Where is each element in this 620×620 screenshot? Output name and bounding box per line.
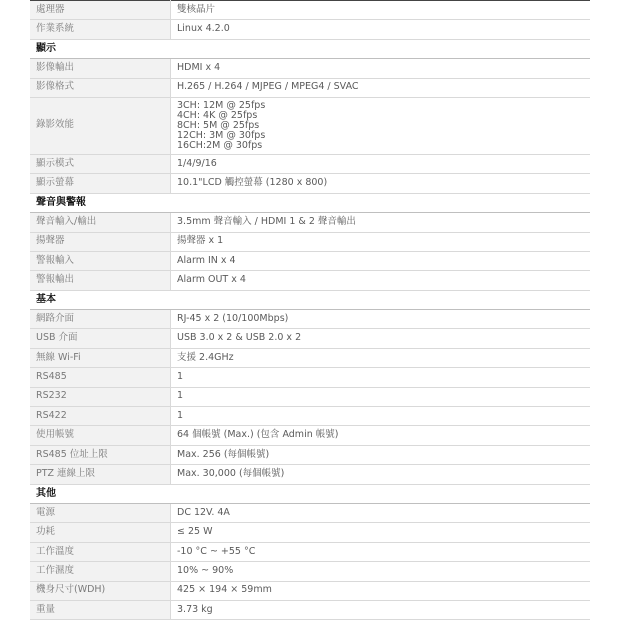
spec-row — [30, 271, 590, 290]
spec-row — [30, 445, 590, 464]
spec-label: PTZ 連線上限 — [30, 465, 171, 484]
spec-value: Max. 256 (每個帳號) — [171, 445, 591, 464]
section-title: 顯示 — [30, 39, 590, 58]
spec-row — [30, 348, 590, 367]
spec-value-line: 8CH: 5M @ 25fps — [177, 119, 260, 131]
spec-value: 10.1"LCD 觸控螢幕 (1280 x 800) — [171, 174, 591, 193]
spec-value: Alarm IN x 4 — [171, 251, 591, 270]
spec-label: USB 介面 — [30, 329, 171, 348]
spec-row — [30, 503, 590, 522]
spec-label: RS485 位址上限 — [30, 445, 171, 464]
section-title: 聲音與警報 — [30, 193, 590, 212]
spec-label: 警報輸入 — [30, 251, 171, 270]
spec-row — [30, 581, 590, 600]
spec-label: RS422 — [30, 407, 171, 426]
spec-label: 電源 — [30, 503, 171, 522]
spec-label: 聲音輸入/輸出 — [30, 213, 171, 232]
spec-value: H.265 / H.264 / MJPEG / MPEG4 / SVAC — [171, 78, 591, 97]
spec-value: Alarm OUT x 4 — [171, 271, 591, 290]
spec-label: RS485 — [30, 368, 171, 387]
section-title: 基本 — [30, 290, 590, 309]
spec-row — [30, 20, 590, 39]
spec-value: 支援 2.4GHz — [171, 348, 591, 367]
spec-value: 1 — [171, 407, 591, 426]
spec-label: 工作濕度 — [30, 562, 171, 581]
spec-label: 機身尺寸(WDH) — [30, 581, 171, 600]
spec-row — [30, 387, 590, 406]
spec-row — [30, 213, 590, 232]
spec-row — [30, 59, 590, 78]
spec-row — [30, 97, 590, 154]
spec-label: 使用帳號 — [30, 426, 171, 445]
spec-label: 無線 Wi-Fi — [30, 348, 171, 367]
spec-row — [30, 251, 590, 270]
spec-value: 3.5mm 聲音輸入 / HDMI 1 & 2 聲音輸出 — [171, 213, 591, 232]
spec-row — [30, 154, 590, 173]
spec-value-line: 3CH: 12M @ 25fps — [177, 100, 266, 112]
spec-value — [171, 97, 591, 154]
spec-label: 顯示模式 — [30, 154, 171, 173]
spec-row — [30, 562, 590, 581]
spec-value: RJ-45 x 2 (10/100Mbps) — [171, 310, 591, 329]
spec-label: 顯示螢幕 — [30, 174, 171, 193]
spec-value-line: 12CH: 3M @ 30fps — [177, 129, 266, 141]
spec-label: 錄影效能 — [30, 97, 171, 154]
spec-row — [30, 407, 590, 426]
spec-table — [30, 0, 590, 620]
spec-label: 警報輸出 — [30, 271, 171, 290]
spec-value: 1 — [171, 368, 591, 387]
section-header — [30, 484, 590, 503]
spec-value: 1 — [171, 387, 591, 406]
spec-value-lines — [177, 101, 590, 151]
spec-row — [30, 232, 590, 251]
spec-label: 影像輸出 — [30, 59, 171, 78]
spec-label: 網路介面 — [30, 310, 171, 329]
spec-value-line: 4CH: 4K @ 25fps — [177, 110, 258, 121]
spec-label: 作業系統 — [30, 20, 171, 39]
spec-row — [30, 426, 590, 445]
spec-row — [30, 523, 590, 542]
spec-label: 重量 — [30, 600, 171, 619]
spec-value: 64 個帳號 (Max.) (包含 Admin 帳號) — [171, 426, 591, 445]
section-header — [30, 290, 590, 309]
spec-row — [30, 465, 590, 484]
section-header — [30, 39, 590, 58]
spec-row — [30, 368, 590, 387]
spec-value: HDMI x 4 — [171, 59, 591, 78]
spec-value: 10% ~ 90% — [171, 562, 591, 581]
spec-value: 425 × 194 × 59mm — [171, 581, 591, 600]
spec-label: 處理器 — [30, 1, 171, 20]
spec-row — [30, 78, 590, 97]
spec-value: USB 3.0 x 2 & USB 2.0 x 2 — [171, 329, 591, 348]
spec-row — [30, 174, 590, 193]
spec-value: 1/4/9/16 — [171, 154, 591, 173]
spec-label: 影像格式 — [30, 78, 171, 97]
spec-row — [30, 600, 590, 619]
spec-label: 工作溫度 — [30, 542, 171, 561]
spec-row — [30, 310, 590, 329]
spec-row — [30, 1, 590, 20]
spec-value: 揚聲器 x 1 — [171, 232, 591, 251]
spec-label: 揚聲器 — [30, 232, 171, 251]
spec-row — [30, 542, 590, 561]
spec-value: Linux 4.2.0 — [171, 20, 591, 39]
section-header — [30, 193, 590, 212]
spec-value: Max. 30,000 (每個帳號) — [171, 465, 591, 484]
spec-value-line: 16CH:2M @ 30fps — [177, 139, 263, 151]
spec-value: 3.73 kg — [171, 600, 591, 619]
spec-value: -10 °C ~ +55 °C — [171, 542, 591, 561]
section-title: 其他 — [30, 484, 590, 503]
spec-label: RS232 — [30, 387, 171, 406]
spec-value: 雙核晶片 — [171, 1, 591, 20]
spec-row — [30, 329, 590, 348]
spec-value: ≤ 25 W — [171, 523, 591, 542]
spec-label: 功耗 — [30, 523, 171, 542]
spec-value: DC 12V. 4A — [171, 503, 591, 522]
spec-table-body — [30, 1, 590, 620]
